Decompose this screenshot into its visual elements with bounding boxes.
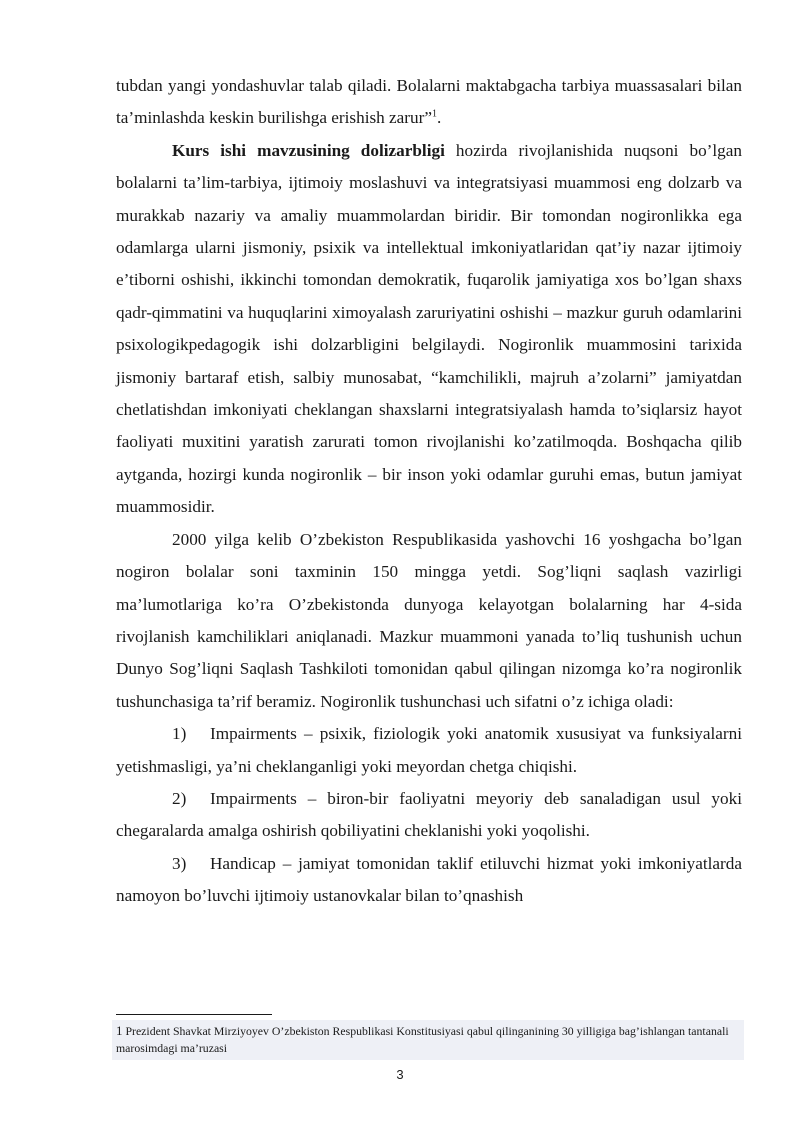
paragraph-continuation (116, 70, 742, 135)
list-number: 3) (172, 853, 187, 873)
paragraph-text: 2000 yilga kelib O’zbekiston Respublikasida yashovchi 16 yoshgacha bo’lgan nogiron bolalar soni taxminin 150 mingga yetdi. Sog’liqni saqlash vazirligi ma’lumotlariga ko’ra O’zbekistonda dunyoga kelayotgan bolalarning har 4-sida rivojlanish kamchiliklari aniqlanadi. Mazkur muammoni yanada to’liq tushunish uchun Dunyo Sog’liqni Saqlash Tashkiloti tomonidan qabul qilingan nizomga ko’ra nogironlik tushunchasiga ta’rif beramiz. Nogironlik tushunchasi uch sifatni o’z ichiga oladi: (116, 529, 742, 711)
footnote-number: 1 (116, 1023, 123, 1038)
list-item (116, 718, 742, 783)
list-text: Impairments – psixik, fiziologik yoki anatomik xususiyat va funksiyalarni yetishmasligi, ya’ni cheklanganligi yoki meyordan chetga chiqishi. (116, 724, 742, 776)
paragraph-relevance (116, 135, 742, 524)
footnote-text: Prezident Shavkat Mirziyoyev O’zbekiston Respublikasi Konstitusiyasi qabul qilinganining 30 yilligiga bag’ishlangan tantanali marosimdagi ma’ruzasi (116, 1024, 729, 1055)
paragraph-text: tubdan yangi yondashuvlar talab qiladi. Bolalarni maktabgacha tarbiya muassasalari bilan ta’minlashda keskin burilishga erishish zarur” (116, 76, 742, 128)
list-text: Handicap – jamiyat tomonidan taklif etiluvchi hizmat yoki imkoniyatlarda namoyon bo’luvchi ijtimoiy ustanovkalar bilan to’qnashish (116, 853, 742, 906)
footnote (112, 1020, 744, 1060)
paragraph-end: . (436, 108, 442, 128)
footnote-separator (116, 1014, 272, 1015)
list-text: Impairments – biron-bir faoliyatni meyoriy deb sanaladigan usul yoki chegaralarda amalga oshirish qobiliyatini cheklanishi yoki yoqolishi. (116, 788, 742, 841)
list-item (116, 848, 742, 913)
paragraph-text: hozirda rivojlanishida nuqsoni bo’lgan bolalarni ta’lim-tarbiya, ijtimoiy moslashuvi va integratsiyasi muammosi eng dolzarb va murakkab nazariy va amaliy muammolardan biridir. Bir tomondan nogironlikka ega odamlarga ularni jismoniy, psixik va intellektual imkoniyatlaridan qat’iy nazar ijtimoiy e’tiborni oshishi, ikkinchi tomondan demokratik, fuqarolik jamiyatiga xos bo’lgan shaxs qadr-qimmatini va huquqlarini ximoyalash zaruriyatini oshishi – mazkur guruh odamlarini psixologikpedagogik ishi dolzarbligini belgilaydi. Nogironlik muammosini tarixida jismoniy bartaraf etish, salbiy munosabat, “kamchilikli, majruh a’zolarni” jamiyatdan chetlatishdan imkoniyati cheklangan shaxslarni integratsiyalash hamda to’siqlarsiz hayot faoliyati muxitini yaratish zarurati tomon rivojlanishi ko’zatilmoqda. Boshqacha qilib aytganda, hozirgi kunda nogironlik – bir inson yoki odamlar guruhi emas, butun jamiyat muammosidir. (116, 140, 742, 517)
footnote-reference[interactable]: 1 (431, 108, 437, 120)
list-number: 1) (172, 724, 187, 744)
page-number: 3 (396, 1067, 404, 1082)
document-body (116, 70, 742, 913)
list-item (116, 783, 742, 848)
list-number: 2) (172, 788, 187, 808)
paragraph-statistics (116, 524, 742, 718)
paragraph-heading-bold: Kurs ishi mavzusining dolizarbligi (172, 140, 445, 160)
